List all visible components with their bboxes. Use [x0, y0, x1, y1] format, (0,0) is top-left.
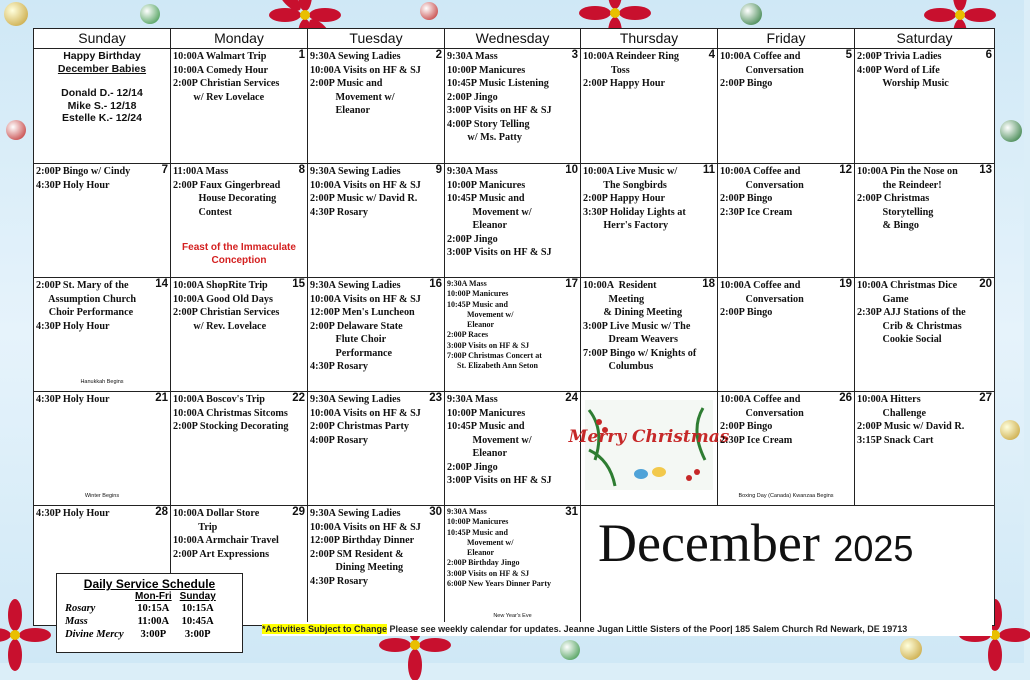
day-cell-21: [34, 392, 171, 506]
event-line: 9:30A Mass: [447, 394, 498, 405]
footer-text: Please see weekly calendar for updates. Jeanne Jugan Little Sisters of the Poor| 185 Salem Church Rd Newark, DE 19713: [387, 624, 908, 634]
day-number: 21: [155, 392, 168, 404]
birthday-name: Estelle K.- 12/24: [62, 112, 142, 124]
day-cell-24: [445, 392, 581, 506]
event-line: 3:00P Live Music w/ The: [583, 320, 691, 332]
day-number: 11: [702, 164, 715, 176]
schedule-time: 3:00P: [140, 629, 167, 640]
event-line: 12:00P Men's Luncheon: [310, 307, 415, 318]
event-line: 10:45P Music and: [447, 527, 508, 537]
schedule-row: [61, 602, 220, 615]
event-line: 10:00A Coffee and: [720, 166, 801, 177]
event-line: 10:00A Coffee and: [720, 51, 801, 62]
event-line: Crib & Christmas: [857, 320, 962, 332]
event-line: Eleanor: [310, 105, 370, 116]
schedule-row: [61, 615, 220, 628]
event-line: Assumption Church: [36, 293, 137, 305]
event-line: 10:00A Coffee and: [720, 394, 801, 405]
event-line: Storytelling: [857, 206, 934, 218]
event-line: 10:00A Visits on HF & SJ: [310, 179, 421, 191]
event-line: 10:00A Dollar Store: [173, 508, 260, 519]
event-line: 9:30A Mass: [447, 507, 487, 516]
event-line: 11:00A Mass: [173, 166, 229, 177]
event-line: 4:00P Word of Life: [857, 64, 940, 76]
day-number: 29: [292, 506, 305, 518]
day-header-monday: Monday: [171, 29, 308, 49]
ornament-icon: [6, 120, 26, 140]
day-number: 22: [292, 392, 305, 404]
event-line: Eleanor: [447, 448, 507, 459]
event-line: 2:30P AJJ Stations of the: [857, 307, 966, 318]
event-line: Movement w/: [447, 206, 532, 218]
day-number: 14: [155, 278, 168, 290]
event-line: 10:00A Christmas Dice: [857, 280, 958, 291]
event-line: w/ Rev. Lovelace: [173, 320, 267, 332]
event-line: Conversation: [720, 64, 804, 76]
day-cell-27: [855, 392, 994, 506]
ornament-icon: [1000, 120, 1022, 142]
event-line: 10:00P Manicures: [447, 289, 509, 299]
event-line: w/ Rev Lovelace: [173, 91, 265, 103]
event-line: Contest: [173, 206, 232, 218]
event-line: the Reindeer!: [857, 179, 942, 191]
event-line: 10:00A Resident: [583, 280, 657, 291]
event-line: 10:00A Walmart Trip: [173, 51, 267, 62]
day-number: 13: [979, 164, 992, 176]
day-cell-30: [308, 506, 445, 625]
event-line: 2:00P Jingo: [447, 91, 498, 103]
event-line: 2:00P Trivia Ladies: [857, 51, 942, 62]
schedule-title: Daily Service Schedule: [83, 577, 216, 591]
event-line: 2:00P Happy Hour: [583, 193, 666, 204]
event-line: Movement w/: [447, 309, 514, 319]
event-line: 4:30P Rosary: [310, 575, 369, 587]
event-line: 10:45P Music and: [447, 421, 525, 432]
feast-note: Feast of the Immaculate Conception: [182, 242, 296, 266]
event-line: 10:00A Hitters: [857, 394, 921, 405]
birthday-title: Happy Birthday: [63, 50, 141, 62]
day-number: 28: [155, 506, 168, 518]
schedule-header: Sunday: [179, 591, 216, 602]
event-line: 2:00P SM Resident &: [310, 548, 404, 560]
day-cell-9: [308, 164, 445, 278]
day-cell-8: [171, 164, 308, 278]
event-line: 4:30P Holy Hour: [36, 394, 110, 405]
event-line: 2:00P Races: [447, 330, 489, 340]
event-line: 9:30A Sewing Ladies: [310, 51, 401, 62]
day-cell-7: [34, 164, 171, 278]
schedule-service-name: Mass: [65, 616, 88, 627]
event-line: w/ Ms. Patty: [447, 132, 522, 143]
day-cell-20: [855, 278, 994, 392]
event-line: 9:30A Mass: [447, 51, 498, 62]
day-cell-10: [445, 164, 581, 278]
day-cell-13: [855, 164, 994, 278]
day-cell-17: [445, 278, 581, 392]
event-line: 2:00P Faux Gingerbread: [173, 179, 281, 191]
event-line: 2:30P Ice Cream: [720, 434, 793, 446]
day-cell-11: [581, 164, 718, 278]
event-line: 3:00P Visits on HF & SJ: [447, 340, 530, 350]
event-line: 10:00A Good Old Days: [173, 293, 273, 305]
event-line: Movement w/: [447, 537, 514, 547]
day-cell-2: [308, 49, 445, 164]
greeting-text: Merry Christmas: [568, 427, 730, 447]
day-cell-1: [171, 49, 308, 164]
event-line: 10:00A Visits on HF & SJ: [310, 293, 421, 305]
footer-note: [262, 622, 992, 636]
event-line: 3:00P Visits on HF & SJ: [447, 247, 552, 258]
event-line: 4:00P Rosary: [310, 434, 369, 446]
month-title: [598, 513, 913, 579]
event-line: Flute Choir: [310, 334, 387, 345]
event-line: 2:00P Bingo: [720, 193, 773, 204]
schedule-service-name: Rosary: [65, 603, 96, 614]
ornament-icon: [140, 4, 160, 24]
event-line: Conversation: [720, 179, 804, 191]
event-line: Columbus: [583, 361, 654, 372]
day-number: 18: [702, 278, 715, 290]
event-line: Conversation: [720, 293, 804, 305]
event-line: & Dining Meeting: [583, 307, 683, 318]
event-line: Conversation: [720, 407, 804, 419]
birthday-subtitle: December Babies: [57, 62, 147, 75]
day-cell-12: [718, 164, 855, 278]
event-line: 10:00A Reindeer Ring: [583, 51, 680, 62]
event-line: Movement w/: [310, 91, 395, 103]
event-line: 10:00A Christmas Sitcoms: [173, 407, 288, 419]
event-line: 2:00P Jingo: [447, 461, 498, 473]
event-line: Eleanor: [447, 320, 495, 330]
event-line: Cookie Social: [857, 334, 942, 345]
event-line: Challenge: [857, 407, 927, 419]
ornament-icon: [740, 3, 762, 25]
event-line: & Bingo: [857, 220, 919, 231]
day-number: 24: [565, 392, 578, 404]
event-line: 9:30A Sewing Ladies: [310, 394, 401, 405]
event-line: 9:30A Sewing Ladies: [310, 166, 401, 177]
merry-christmas-image: [568, 400, 730, 490]
event-line: 10:00P Manicures: [447, 407, 526, 419]
event-line: Eleanor: [447, 220, 507, 231]
ornament-icon: [560, 640, 580, 660]
event-line: 2:00P Jingo: [447, 233, 498, 245]
event-line: 10:00A Coffee and: [720, 280, 801, 291]
event-line: 9:30A Mass: [447, 279, 487, 288]
event-line: 2:00P Christmas: [857, 193, 930, 204]
event-line: 3:00P Visits on HF & SJ: [447, 475, 552, 486]
event-line: 2:00P Stocking Decorating: [173, 421, 289, 432]
event-line: Game: [857, 293, 909, 305]
day-number: 16: [429, 278, 442, 290]
day-cell-birthdays: [34, 49, 171, 164]
observance-label: Winter Begins: [84, 492, 120, 499]
event-line: 3:15P Snack Cart: [857, 434, 934, 446]
event-line: Herr's Factory: [583, 220, 669, 231]
event-line: Worship Music: [857, 78, 949, 89]
event-line: 3:00P Visits on HF & SJ: [447, 568, 530, 578]
event-line: Performance: [310, 347, 393, 359]
event-line: 4:00P Story Telling: [447, 118, 530, 130]
day-number: 4: [708, 49, 715, 61]
day-number: 20: [979, 278, 992, 290]
event-line: 12:00P Birthday Dinner: [310, 535, 415, 546]
day-cell-4: [581, 49, 718, 164]
event-line: 10:45P Music Listening: [447, 78, 549, 89]
month-year: 2025: [833, 528, 914, 569]
event-line: 3:00P Visits on HF & SJ: [447, 105, 552, 116]
event-line: 9:30A Mass: [447, 166, 498, 177]
day-header-wednesday: Wednesday: [445, 29, 581, 49]
event-line: 2:30P Ice Cream: [720, 206, 793, 218]
day-cell-16: [308, 278, 445, 392]
event-line: 10:00A Visits on HF & SJ: [310, 407, 421, 419]
event-line: 2:00P Bingo: [720, 421, 773, 432]
event-line: Dining Meeting: [310, 562, 404, 573]
ornament-icon: [420, 2, 438, 20]
schedule-table: [61, 591, 220, 641]
day-number: 26: [839, 392, 852, 404]
day-cell-22: [171, 392, 308, 506]
event-line: 7:00P Christmas Concert at: [447, 351, 542, 361]
event-line: 4:30P Rosary: [310, 206, 369, 218]
day-number: 9: [435, 164, 442, 176]
event-line: 6:00P New Years Dinner Party: [447, 579, 551, 589]
event-line: 10:00A Comedy Hour: [173, 64, 269, 76]
day-cell-14: [34, 278, 171, 392]
event-line: 2:00P Bingo w/ Cindy: [36, 166, 131, 177]
event-line: 3:30P Holiday Lights at: [583, 206, 686, 218]
schedule-service-name: Divine Mercy: [65, 629, 124, 640]
event-line: 10:00P Manicures: [447, 517, 509, 527]
day-number: 19: [839, 278, 852, 290]
event-line: 10:00P Manicures: [447, 64, 526, 76]
schedule-time: 10:15A: [181, 603, 214, 614]
event-line: 2:00P Happy Hour: [583, 78, 666, 89]
day-cell-31: [445, 506, 581, 625]
day-cell-26: [718, 392, 855, 506]
day-number: 6: [985, 49, 992, 61]
day-cell-5: [718, 49, 855, 164]
day-header-friday: Friday: [718, 29, 855, 49]
event-line: 4:30P Rosary: [310, 361, 369, 372]
event-line: St. Elizabeth Ann Seton: [447, 361, 538, 371]
day-header-saturday: Saturday: [855, 29, 994, 49]
schedule-time: 3:00P: [184, 629, 211, 640]
birthday-name: Mike S.- 12/18: [67, 99, 137, 112]
event-line: 9:30A Sewing Ladies: [310, 508, 401, 519]
event-line: 4:30P Holy Hour: [36, 320, 110, 332]
footer-highlight: *Activities Subject to Change: [262, 624, 388, 634]
day-number: 27: [979, 392, 992, 404]
event-line: Toss: [583, 64, 630, 76]
day-number: 5: [845, 49, 852, 61]
day-cell-6: [855, 49, 994, 164]
ornament-icon: [1000, 420, 1020, 440]
schedule-time: 10:45A: [181, 616, 214, 627]
day-cell-19: [718, 278, 855, 392]
day-number: 7: [161, 164, 168, 176]
event-line: 2:00P Delaware State: [310, 320, 403, 332]
day-number: 8: [298, 164, 305, 176]
day-cell-15: [171, 278, 308, 392]
event-line: 10:45P Music and: [447, 193, 525, 204]
schedule-row: [61, 628, 220, 641]
event-line: 10:00A Visits on HF & SJ: [310, 521, 421, 533]
schedule-header: Mon-Fri: [135, 591, 172, 602]
event-line: 2:00P Bingo: [720, 78, 773, 89]
event-line: Trip: [173, 521, 218, 533]
event-line: 10:00A Pin the Nose on: [857, 166, 958, 177]
day-number: 23: [429, 392, 442, 404]
day-number: 1: [298, 49, 305, 61]
day-number: 30: [429, 506, 442, 518]
event-line: Meeting: [583, 293, 645, 305]
event-line: 10:00A ShopRite Trip: [173, 280, 268, 291]
day-cell-23: [308, 392, 445, 506]
schedule-time: 11:00A: [137, 616, 170, 627]
event-line: 4:30P Holy Hour: [36, 508, 110, 519]
event-line: 2:00P Bingo: [720, 307, 773, 318]
birthday-name: Donald D.- 12/14: [61, 87, 143, 99]
day-number: 12: [839, 164, 852, 176]
event-line: The Songbirds: [583, 179, 667, 191]
day-number: 17: [565, 278, 578, 290]
day-number: 3: [571, 49, 578, 61]
event-line: 2:00P Music w/ David R.: [310, 193, 418, 204]
event-line: 2:00P Birthday Jingo: [447, 558, 520, 568]
event-line: 2:00P Christian Services: [173, 78, 280, 89]
day-header-sunday: Sunday: [34, 29, 171, 49]
event-line: 2:00P Art Expressions: [173, 548, 270, 560]
day-cell-18: [581, 278, 718, 392]
event-line: 4:30P Holy Hour: [36, 179, 110, 191]
day-number: 31: [565, 506, 578, 518]
day-number: 15: [292, 278, 305, 290]
day-header-thursday: Thursday: [581, 29, 718, 49]
observance-label: New Year's Eve: [493, 612, 532, 619]
event-line: Dream Weavers: [583, 334, 678, 345]
event-line: 9:30A Sewing Ladies: [310, 280, 401, 291]
event-line: 10:00A Visits on HF & SJ: [310, 64, 421, 76]
month-name: December: [598, 513, 820, 573]
event-line: 7:00P Bingo w/ Knights of: [583, 347, 697, 359]
observance-label: Hanukkah Begins: [80, 378, 124, 385]
event-line: 2:00P St. Mary of the: [36, 280, 129, 291]
event-line: 2:00P Christmas Party: [310, 421, 410, 432]
day-number: 2: [435, 49, 442, 61]
event-line: Choir Performance: [36, 307, 134, 318]
event-line: 10:00P Manicures: [447, 179, 526, 191]
event-line: Movement w/: [447, 434, 532, 446]
observance-label: Boxing Day (Canada) Kwanzaa Begins: [738, 492, 834, 499]
daily-service-schedule: [56, 573, 243, 653]
event-line: Eleanor: [447, 548, 495, 558]
event-line: 2:00P Music and: [310, 78, 383, 89]
day-cell-3: [445, 49, 581, 164]
ornament-icon: [4, 2, 28, 26]
ornament-icon: [900, 638, 922, 660]
day-number: 10: [565, 164, 578, 176]
event-line: House Decorating: [173, 193, 277, 204]
event-line: 10:00A Armchair Travel: [173, 535, 279, 546]
event-line: 10:45P Music and: [447, 299, 508, 309]
day-header-tuesday: Tuesday: [308, 29, 445, 49]
event-line: 10:00A Live Music w/: [583, 166, 678, 177]
event-line: 10:00A Boscov's Trip: [173, 394, 265, 405]
event-line: 2:00P Christian Services: [173, 307, 280, 318]
event-line: 2:00P Music w/ David R.: [857, 421, 965, 432]
schedule-time: 10:15A: [137, 603, 170, 614]
